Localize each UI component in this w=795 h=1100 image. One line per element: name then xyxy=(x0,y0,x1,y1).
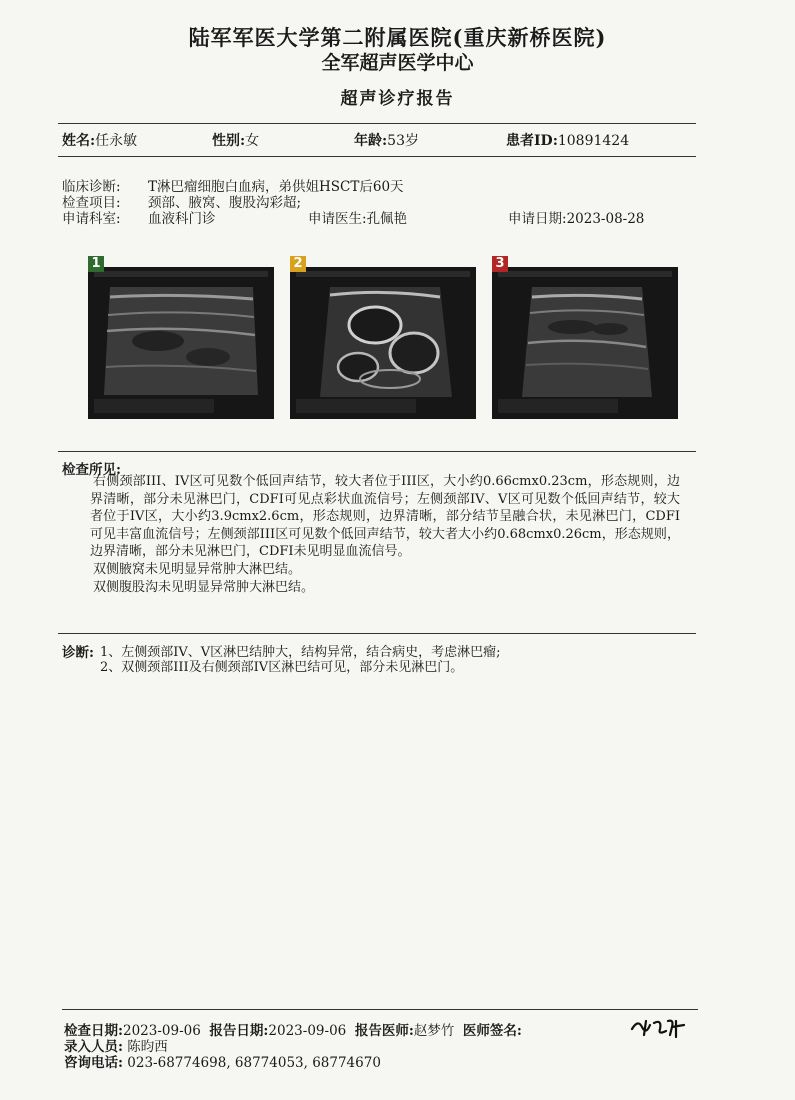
report-doctor-label: 报告医师: xyxy=(354,1023,414,1039)
request-info xyxy=(62,179,702,227)
patient-info-row xyxy=(62,130,702,152)
exam-date-label: 检查日期: xyxy=(64,1023,123,1039)
report-doctor-value: 赵梦竹 xyxy=(413,1023,455,1039)
findings-axilla: 双侧腋窝未见明显异常肿大淋巴结。 xyxy=(93,562,302,577)
report-title: 超声诊疗报告 xyxy=(340,89,455,109)
request-date-label: 申请日期: xyxy=(508,211,567,227)
patient-age-label: 年龄: xyxy=(354,133,388,149)
divider-top xyxy=(58,123,696,124)
request-dept-value: 血液科门诊 xyxy=(148,211,216,227)
patient-name-value: 任永敏 xyxy=(95,133,138,149)
ultrasound-image-1 xyxy=(88,256,274,419)
footer-phone-row xyxy=(64,1051,381,1071)
divider-findings xyxy=(58,451,696,452)
request-date xyxy=(508,211,644,227)
findings-label: 检查所见: xyxy=(62,462,121,478)
patient-sex-value: 女 xyxy=(245,133,260,149)
doctor-sign-label: 医师签名: xyxy=(462,1023,522,1039)
divider-patient xyxy=(58,156,696,157)
request-doctor xyxy=(308,211,407,227)
phone-value: 023-68774698, 68774053, 68774670 xyxy=(127,1055,381,1071)
patient-age xyxy=(354,130,419,150)
request-doctor-value: 孔佩艳 xyxy=(366,211,408,227)
clinical-diagnosis-value: T淋巴瘤细胞白血病，弟供姐HSCT后60天 xyxy=(148,179,404,195)
report-date-label: 报告日期: xyxy=(209,1023,269,1039)
request-date-value: 2023-08-28 xyxy=(566,211,645,227)
findings-groin: 双侧腹股沟未见明显异常肿大淋巴结。 xyxy=(93,580,315,595)
report-date-value: 2023-09-06 xyxy=(268,1023,347,1039)
exam-items-value: 颈部、腋窝、腹股沟彩超; xyxy=(148,195,302,211)
divider-diagnosis xyxy=(58,633,696,634)
patient-id-label: 患者ID: xyxy=(506,133,558,149)
ultrasound-scan-2 xyxy=(290,267,476,419)
request-doctor-label: 申请医生: xyxy=(308,211,367,227)
clinical-diagnosis-label: 临床诊断: xyxy=(62,179,121,195)
center-name: 全军超声医学中心 xyxy=(321,52,474,74)
findings-text: 右侧颈部III、IV区可见数个低回声结节，较大者位于III区，大小约0.66cmx0.23cm，形态规则，边界清晰，部分未见淋巴门，CDFI可见点彩状血流信号；左侧颈部IV、V区可见数个低回声结节，较大者位于IV区，大小约3.9cmx2.6cm，形态规则，边界清晰，部分结节呈融合状，未见淋巴门，CDFI可见丰富血流信号；左侧颈部III区可见数个低回声结节，较大者大小约0.68cmx0.26cm，形态规则，边界清晰，部分未见淋巴门，CDFI未见明显血流信号。 xyxy=(90,474,680,559)
request-dept-line xyxy=(62,211,702,227)
patient-sex-label: 性别: xyxy=(212,133,246,149)
entry-label: 录入人员: xyxy=(64,1039,123,1055)
patient-id xyxy=(506,130,629,150)
patient-age-value: 53岁 xyxy=(387,133,419,149)
exam-items-label: 检查项目: xyxy=(62,195,121,211)
clinical-diagnosis-line xyxy=(62,179,702,195)
patient-name xyxy=(62,130,137,150)
request-dept-label: 申请科室: xyxy=(62,211,121,227)
ultrasound-image-3 xyxy=(492,256,678,419)
doctor-signature-icon xyxy=(628,1015,688,1039)
diagnosis-item-2: 2、双侧颈部III及右侧颈部IV区淋巴结可见，部分未见淋巴门。 xyxy=(100,660,464,675)
patient-id-value: 10891424 xyxy=(557,133,630,149)
hospital-name: 陆军军医大学第二附属医院(重庆新桥医院) xyxy=(188,25,607,50)
patient-name-label: 姓名: xyxy=(62,133,96,149)
exam-items-line xyxy=(62,195,702,211)
phone-label: 咨询电话: xyxy=(64,1055,123,1071)
ultrasound-image-2 xyxy=(290,256,476,419)
ultrasound-scan-1 xyxy=(88,267,274,419)
diagnosis-item-1: 1、左侧颈部IV、V区淋巴结肿大，结构异常，结合病史，考虑淋巴瘤; xyxy=(100,645,501,660)
entry-value: 陈昀西 xyxy=(127,1039,168,1055)
image-badge-1: 1 xyxy=(88,256,104,272)
patient-sex xyxy=(212,130,259,150)
diagnosis-label: 诊断: xyxy=(62,645,94,661)
divider-footer xyxy=(62,1009,698,1010)
exam-date-value: 2023-09-06 xyxy=(122,1023,201,1039)
ultrasound-scan-3 xyxy=(492,267,678,419)
image-badge-2: 2 xyxy=(290,256,306,272)
image-badge-3: 3 xyxy=(492,256,508,272)
